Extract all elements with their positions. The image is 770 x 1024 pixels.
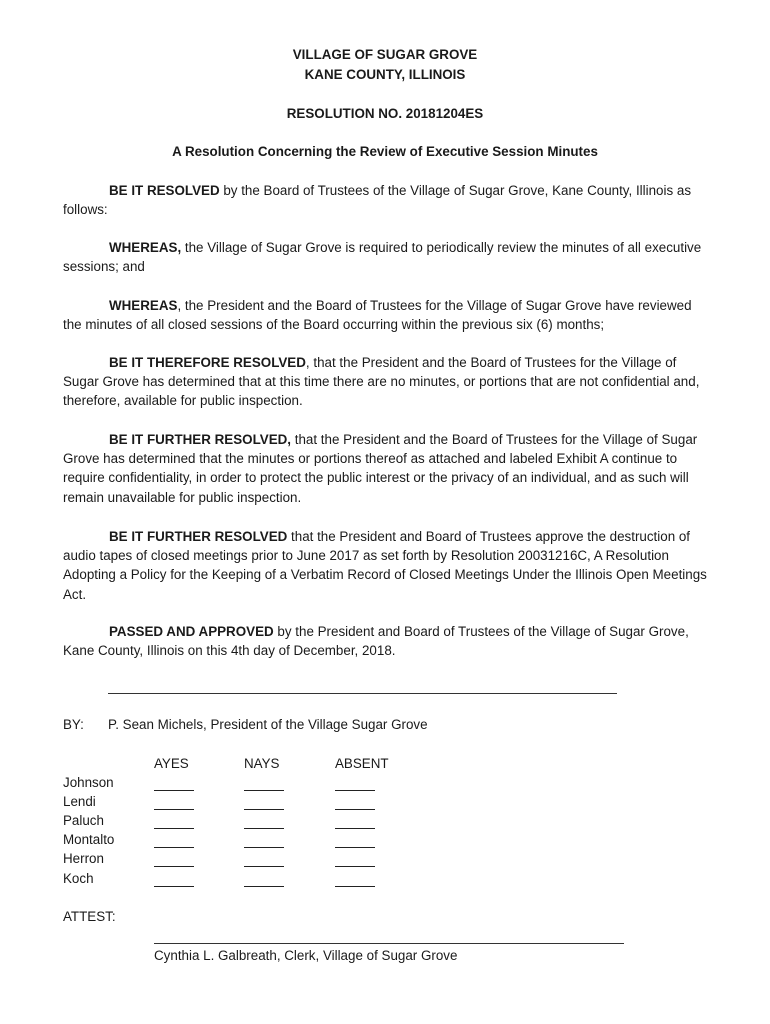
vote-blank — [335, 809, 375, 810]
vote-blank — [335, 790, 375, 791]
vote-blank — [244, 866, 284, 867]
vote-blank — [154, 847, 194, 848]
paragraph-lead: WHEREAS — [109, 298, 178, 313]
president-name: P. Sean Michels, President of the Village Sugar Grove — [108, 717, 428, 732]
paragraph-text: by the Board of Trustees of the Village of Sugar Grove, Kane County, Illinois as follows: — [63, 183, 692, 218]
header-county: KANE COUNTY, ILLINOIS — [304, 67, 466, 82]
paragraph-lead: BE IT FURTHER RESOLVED — [109, 529, 288, 544]
column-absent: ABSENT — [335, 756, 389, 771]
vote-blank — [335, 828, 375, 829]
paragraph-further-resolved-1 — [63, 430, 713, 507]
paragraph-whereas-1 — [63, 238, 713, 276]
attest-label: ATTEST: — [63, 909, 116, 924]
paragraph-further-resolved-2 — [63, 527, 713, 604]
member-paluch: Paluch — [63, 813, 104, 828]
column-ayes: AYES — [154, 756, 189, 771]
vote-blank — [244, 790, 284, 791]
vote-blank — [335, 886, 375, 887]
vote-blank — [335, 847, 375, 848]
paragraph-text: , that the President and the Board of Trustees for the Village of Sugar Grove has determined that at this time there are no minutes, or portions that are not confidential and, therefore, available for public inspection. — [63, 355, 700, 409]
paragraph-lead: BE IT RESOLVED — [109, 183, 220, 198]
paragraph-therefore-resolved — [63, 353, 713, 411]
header-village: VILLAGE OF SUGAR GROVE — [292, 47, 478, 62]
paragraph-lead: BE IT THEREFORE RESOLVED — [109, 355, 306, 370]
by-label: BY: — [63, 717, 84, 732]
vote-blank — [244, 828, 284, 829]
paragraph-resolved — [63, 181, 713, 219]
paragraph-lead: PASSED AND APPROVED — [109, 624, 274, 639]
member-herron: Herron — [63, 851, 104, 866]
president-signature-line — [108, 693, 617, 694]
clerk-name: Cynthia L. Galbreath, Clerk, Village of Sugar Grove — [154, 948, 458, 963]
member-lendi: Lendi — [63, 794, 96, 809]
vote-blank — [154, 828, 194, 829]
paragraph-whereas-2 — [63, 296, 713, 334]
vote-blank — [244, 886, 284, 887]
paragraph-text: by the President and Board of Trustees of the Village of Sugar Grove, Kane County, Illinois on this 4th day of December, 2018. — [63, 624, 689, 659]
resolution-title: A Resolution Concerning the Review of Executive Session Minutes — [172, 144, 598, 159]
vote-blank — [244, 809, 284, 810]
member-montalto: Montalto — [63, 832, 115, 847]
member-koch: Koch — [63, 871, 94, 886]
vote-blank — [154, 866, 194, 867]
paragraph-passed-approved — [63, 622, 713, 660]
paragraph-text: , the President and the Board of Trustees for the Village of Sugar Grove have reviewed the minutes of all closed sessions of the Board occurring within the previous six (6) months; — [63, 298, 692, 333]
paragraph-lead: BE IT FURTHER RESOLVED, — [109, 432, 292, 447]
member-johnson: Johnson — [63, 775, 114, 790]
clerk-signature-line — [154, 943, 624, 944]
vote-blank — [154, 886, 194, 887]
vote-blank — [335, 866, 375, 867]
paragraph-text: the Village of Sugar Grove is required to periodically review the minutes of all executive sessions; and — [63, 240, 702, 275]
vote-blank — [154, 809, 194, 810]
column-nays: NAYS — [244, 756, 280, 771]
resolution-number: RESOLUTION NO. 20181204ES — [286, 106, 484, 121]
vote-blank — [244, 847, 284, 848]
paragraph-text: that the President and Board of Trustees approve the destruction of audio tapes of closed meetings prior to June 2017 as set forth by Resolution 20031216C, A Resolution Adopting a Policy for the Keeping of a Verbatim Record of Closed Meetings Under the Illinois Open Meetings Act. — [63, 529, 707, 602]
paragraph-text: that the President and the Board of Trustees for the Village of Sugar Grove has determined that the minutes or portions thereof as attached and labeled Exhibit A continue to require confidentiality, in order to protect the public interest or the privacy of an individual, and as such will remain unavailable for public inspection. — [63, 432, 698, 505]
paragraph-lead: WHEREAS, — [109, 240, 182, 255]
vote-blank — [154, 790, 194, 791]
